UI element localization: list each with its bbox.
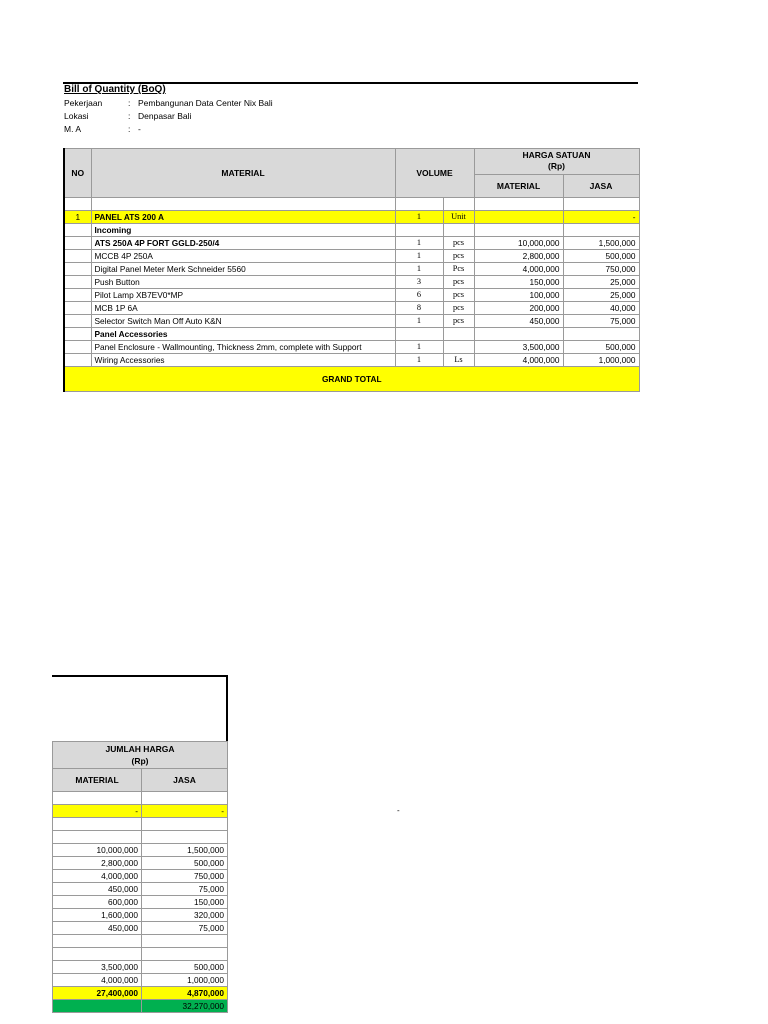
table-row <box>64 289 639 302</box>
row-sum-jasa: 320,000 <box>142 909 228 922</box>
spacer-row <box>53 792 228 805</box>
row-jasa-price: - <box>563 211 639 224</box>
row-sum-jasa: 75,000 <box>142 922 228 935</box>
row-material-price: 4,000,000 <box>474 354 563 367</box>
row-sum-jasa: 500,000 <box>142 857 228 870</box>
row-unit <box>443 328 474 341</box>
table-row <box>64 315 639 328</box>
row-unit <box>443 224 474 237</box>
row-jasa-price: 40,000 <box>563 302 639 315</box>
row-unit: pcs <box>443 250 474 263</box>
header-sub-material: MATERIAL <box>474 174 563 197</box>
row-jasa-price: 500,000 <box>563 341 639 354</box>
row-sum-material: 3,500,000 <box>53 961 142 974</box>
row-unit: Ls <box>443 354 474 367</box>
meta-row-lokasi <box>64 110 191 123</box>
row-no <box>64 224 91 237</box>
row-material-price: 100,000 <box>474 289 563 302</box>
meta-value: Denpasar Bali <box>138 111 192 121</box>
sum-row <box>53 870 228 883</box>
row-qty: 6 <box>395 289 443 302</box>
table-row <box>64 211 639 224</box>
row-material: PANEL ATS 200 A <box>91 211 395 224</box>
row-qty <box>395 328 443 341</box>
row-sum-material: 450,000 <box>53 922 142 935</box>
table-row <box>64 263 639 276</box>
row-no <box>64 289 91 302</box>
row-no <box>64 276 91 289</box>
row-qty: 1 <box>395 315 443 328</box>
row-jasa-price: 500,000 <box>563 250 639 263</box>
header-sum-jasa: JASA <box>142 769 228 792</box>
row-no <box>64 354 91 367</box>
row-no <box>64 302 91 315</box>
row-material: Selector Switch Man Off Auto K&N <box>91 315 395 328</box>
frame-top-line <box>52 675 228 677</box>
boq-table <box>63 148 640 392</box>
header-no: NO <box>64 149 91 198</box>
row-sum-material: 600,000 <box>53 896 142 909</box>
row-jasa-price: 750,000 <box>563 263 639 276</box>
row-jasa-price <box>563 224 639 237</box>
header-rp-label: (Rp) <box>131 756 149 766</box>
row-sum-jasa <box>142 831 228 844</box>
row-material: MCB 1P 6A <box>91 302 395 315</box>
row-no <box>64 328 91 341</box>
row-sum-jasa: 750,000 <box>142 870 228 883</box>
row-sum-jasa: 150,000 <box>142 896 228 909</box>
sum-row <box>53 896 228 909</box>
header-sub-jasa: JASA <box>563 174 639 197</box>
row-sum-material: 4,000,000 <box>53 870 142 883</box>
meta-key: M. A <box>64 124 82 134</box>
table-row <box>64 328 639 341</box>
table-row <box>64 341 639 354</box>
spacer-row <box>53 935 228 948</box>
sum-row <box>53 909 228 922</box>
row-material-price: 200,000 <box>474 302 563 315</box>
sum-row <box>53 805 228 818</box>
row-qty: 1 <box>395 341 443 354</box>
sum-row <box>53 844 228 857</box>
row-sum-material <box>53 948 142 961</box>
row-sum-material: - <box>53 805 142 818</box>
table-row <box>64 224 639 237</box>
grand-total-row <box>64 367 639 392</box>
stray-mark: - <box>397 806 400 815</box>
spacer-row <box>64 198 639 211</box>
row-material-price <box>474 211 563 224</box>
header-harga-satuan-label: HARGA SATUAN <box>522 150 591 161</box>
row-unit <box>443 341 474 354</box>
frame-right-line <box>226 675 228 742</box>
row-sum-material <box>53 831 142 844</box>
meta-sep: : <box>128 111 131 121</box>
header-jumlah-harga <box>53 742 228 769</box>
row-material-price: 4,000,000 <box>474 263 563 276</box>
row-material: Incoming <box>91 224 395 237</box>
row-jasa-price: 1,000,000 <box>563 354 639 367</box>
row-sum-jasa: - <box>142 805 228 818</box>
row-material-price: 3,500,000 <box>474 341 563 354</box>
row-sum-material: 10,000,000 <box>53 844 142 857</box>
document-title: Bill of Quantity (BoQ) <box>64 84 166 95</box>
row-unit: Pcs <box>443 263 474 276</box>
row-material: Pilot Lamp XB7EV0*MP <box>91 289 395 302</box>
row-jasa-price <box>563 328 639 341</box>
row-material: MCCB 4P 250A <box>91 250 395 263</box>
jumlah-harga-table <box>52 741 228 1013</box>
row-material-price: 150,000 <box>474 276 563 289</box>
row-jasa-price: 25,000 <box>563 276 639 289</box>
meta-sep: : <box>128 98 131 108</box>
sum-row <box>53 961 228 974</box>
total-jasa: 4,870,000 <box>142 987 228 1000</box>
header-harga-satuan <box>474 149 639 175</box>
meta-key: Lokasi <box>64 111 89 121</box>
row-qty: 1 <box>395 211 443 224</box>
grand-total-value-row <box>53 1000 228 1013</box>
row-unit: pcs <box>443 315 474 328</box>
row-no: 1 <box>64 211 91 224</box>
sum-row <box>53 831 228 844</box>
row-jasa-price: 25,000 <box>563 289 639 302</box>
sum-row <box>53 883 228 896</box>
meta-value: Pembangunan Data Center Nix Bali <box>138 98 273 108</box>
row-qty: 1 <box>395 263 443 276</box>
sum-row <box>53 948 228 961</box>
row-material: Digital Panel Meter Merk Schneider 5560 <box>91 263 395 276</box>
meta-value: - <box>138 124 141 134</box>
row-material: ATS 250A 4P FORT GGLD-250/4 <box>91 237 395 250</box>
row-sum-material: 4,000,000 <box>53 974 142 987</box>
row-unit: pcs <box>443 302 474 315</box>
row-qty: 3 <box>395 276 443 289</box>
grand-total-value: 32,270,000 <box>142 1000 228 1013</box>
row-material-price: 10,000,000 <box>474 237 563 250</box>
row-qty <box>395 224 443 237</box>
header-volume: VOLUME <box>395 149 474 198</box>
row-no <box>64 341 91 354</box>
row-material-price: 450,000 <box>474 315 563 328</box>
row-material: Panel Accessories <box>91 328 395 341</box>
row-qty: 1 <box>395 250 443 263</box>
row-no <box>64 263 91 276</box>
table-row <box>64 354 639 367</box>
sum-row <box>53 974 228 987</box>
row-sum-jasa: 500,000 <box>142 961 228 974</box>
table-row <box>64 276 639 289</box>
total-material: 27,400,000 <box>53 987 142 1000</box>
grand-total-label: GRAND TOTAL <box>64 367 639 392</box>
grand-total-blank <box>53 1000 142 1013</box>
row-unit: Unit <box>443 211 474 224</box>
header-material: MATERIAL <box>91 149 395 198</box>
row-qty: 8 <box>395 302 443 315</box>
row-no <box>64 237 91 250</box>
row-material-price: 2,800,000 <box>474 250 563 263</box>
row-qty: 1 <box>395 354 443 367</box>
row-sum-material: 2,800,000 <box>53 857 142 870</box>
row-material: Panel Enclosure - Wallmounting, Thickness 2mm, complete with Support <box>91 341 395 354</box>
row-sum-material: 1,600,000 <box>53 909 142 922</box>
spacer-row <box>53 818 228 831</box>
table-row <box>64 302 639 315</box>
row-unit: pcs <box>443 289 474 302</box>
table-row <box>64 250 639 263</box>
sum-row <box>53 857 228 870</box>
meta-key: Pekerjaan <box>64 98 103 108</box>
row-unit: pcs <box>443 237 474 250</box>
row-sum-material: 450,000 <box>53 883 142 896</box>
row-sum-jasa: 1,500,000 <box>142 844 228 857</box>
row-material: Push Button <box>91 276 395 289</box>
sum-row <box>53 922 228 935</box>
row-sum-jasa: 75,000 <box>142 883 228 896</box>
header-sum-material: MATERIAL <box>53 769 142 792</box>
header-rp-label: (Rp) <box>548 161 565 172</box>
sum-total-row <box>53 987 228 1000</box>
row-no <box>64 250 91 263</box>
row-material: Wiring Accessories <box>91 354 395 367</box>
table-row <box>64 237 639 250</box>
row-sum-jasa: 1,000,000 <box>142 974 228 987</box>
row-unit: pcs <box>443 276 474 289</box>
row-jasa-price: 1,500,000 <box>563 237 639 250</box>
row-material-price <box>474 328 563 341</box>
row-qty: 1 <box>395 237 443 250</box>
row-material-price <box>474 224 563 237</box>
row-no <box>64 315 91 328</box>
meta-sep: : <box>128 124 131 134</box>
row-jasa-price: 75,000 <box>563 315 639 328</box>
row-sum-jasa <box>142 948 228 961</box>
meta-row-ma <box>64 123 141 136</box>
meta-row-pekerjaan <box>64 97 273 110</box>
header-jumlah-harga-label: JUMLAH HARGA <box>105 744 175 754</box>
